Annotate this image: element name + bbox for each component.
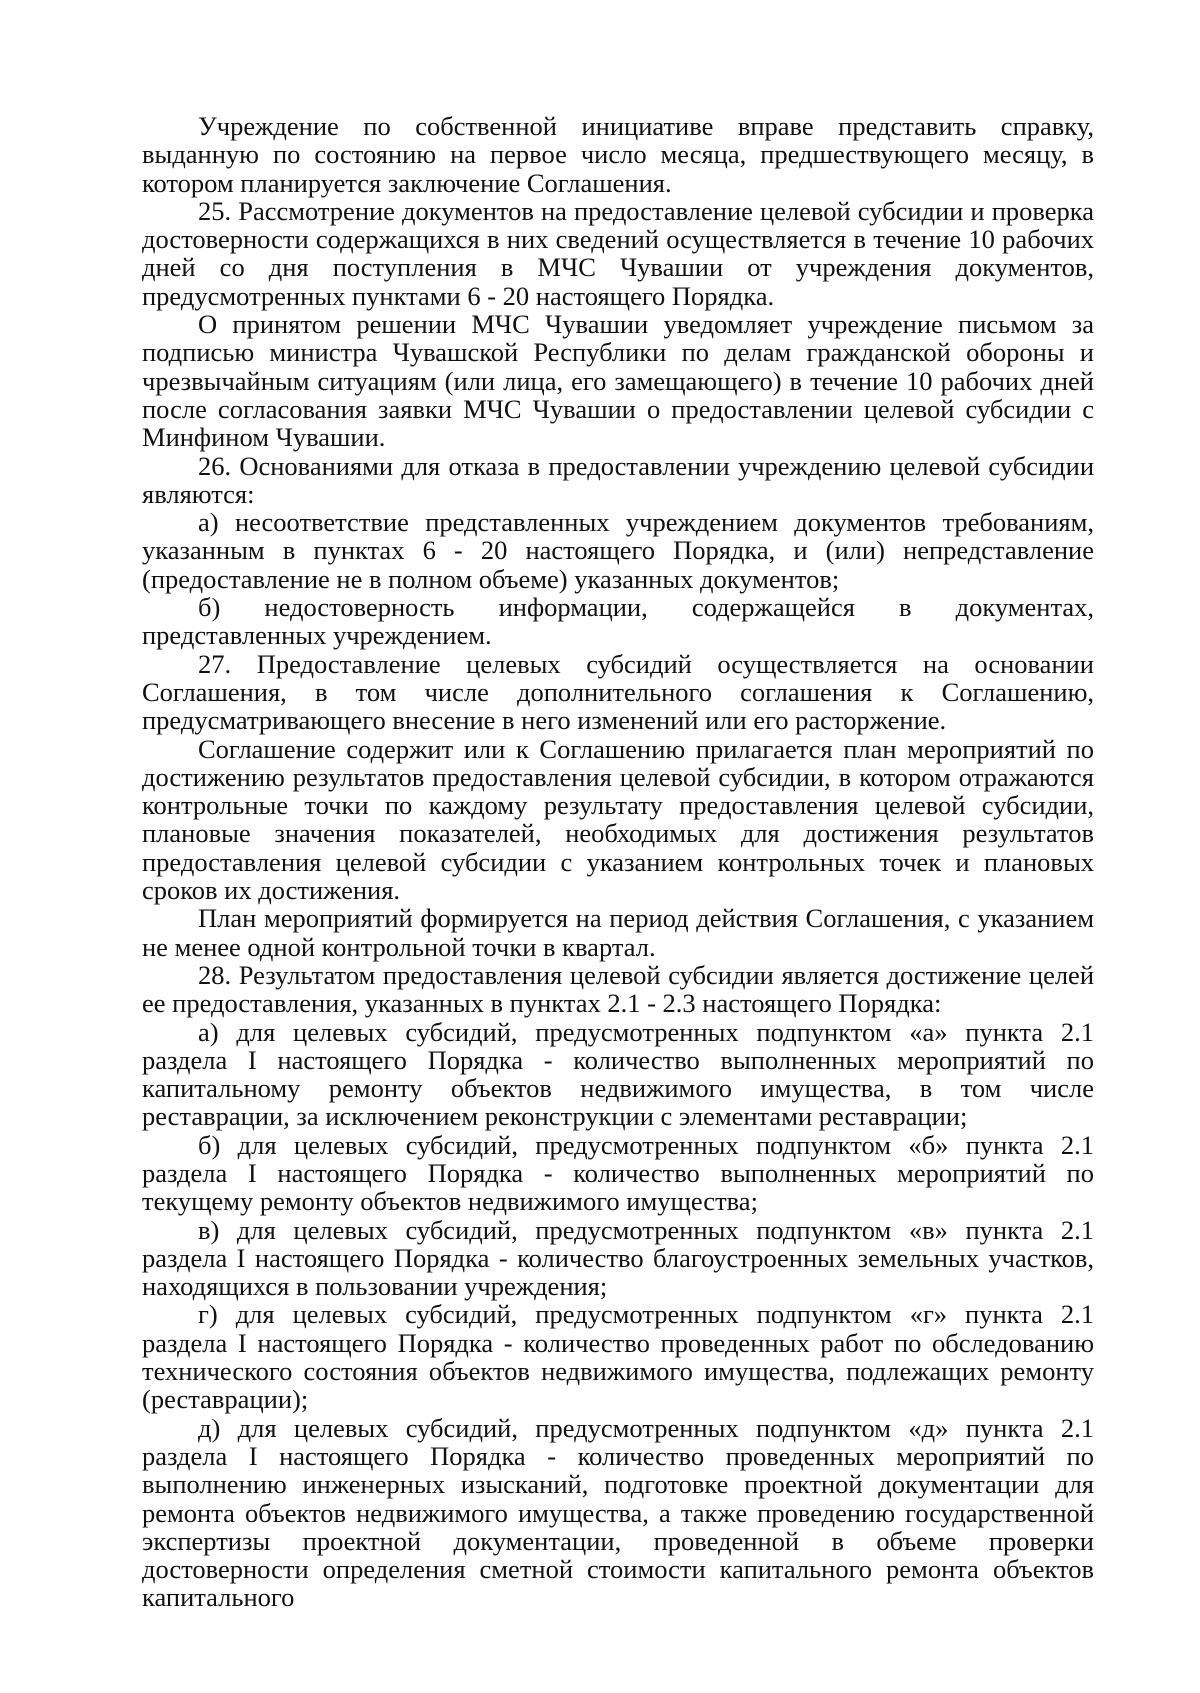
- paragraph-item-26-b: б) недостоверность информации, содержащейся в документах, представленных учреждением.: [142, 592, 1094, 651]
- paragraph-item-28-d: д) для целевых субсидий, предусмотренных подпунктом «д» пункта 2.1 раздела I настоящего Порядка - количество проведенных мероприятий по выполнению инженерных изысканий, подготовке проектной документации для ремонта объектов недвижимого имущества, а также проведению государственной экспертизы проектной документации, проведенной в объеме проверки достоверности определения сметной стоимости капитального ремонта объектов капитального: [142, 1412, 1094, 1613]
- paragraph-plan-period: План мероприятий формируется на период действия Соглашения, с указанием не менее одной контрольной точки в квартал.: [142, 903, 1094, 962]
- paragraph-item-28-a: а) для целевых субсидий, предусмотренных подпунктом «а» пункта 2.1 раздела I настоящего Порядка - количество выполненных мероприятий по капитальному ремонту объектов недвижимого имущества, в том числе реставрации, за исключением реконструкции с элементами реставрации;: [142, 1016, 1094, 1132]
- document-body: [142, 112, 1094, 1612]
- paragraph-item-28: 28. Результатом предоставления целевой субсидии является достижение целей ее предоставления, указанных в пунктах 2.1 - 2.3 настоящего Порядка:: [142, 959, 1094, 1019]
- paragraph-certificate-initiative: Учреждение по собственной инициативе вправе представить справку, выданную по состоянию на первое число месяца, предшествующего месяцу, в котором планируется заключение Соглашения.: [142, 111, 1094, 198]
- paragraph-item-26-a: а) несоответствие представленных учреждением документов требованиям, указанным в пунктах 6 - 20 настоящего Порядка, и (или) непредставление (предоставление не в полном объеме) указанных документов;: [142, 507, 1094, 594]
- paragraph-item-25: 25. Рассмотрение документов на предоставление целевой субсидии и проверка достоверности содержащихся в них сведений осуществляется в течение 10 рабочих дней со дня поступления в МЧС Чувашии от учреждения документов, предусмотренных пунктами 6 - 20 настоящего Порядка.: [142, 195, 1094, 311]
- paragraph-decision-notice: О принятом решении МЧС Чувашии уведомляет учреждение письмом за подписью министра Чувашской Республики по делам гражданской обороны и чрезвычайным ситуациям (или лица, его замещающего) в течение 10 рабочих дней после согласования заявки МЧС Чувашии о предоставлении целевой субсидии с Минфином Чувашии.: [142, 309, 1094, 453]
- paragraph-agreement-plan: Соглашение содержит или к Соглашению прилагается план мероприятий по достижению результатов предоставления целевой субсидии, в котором отражаются контрольные точки по каждому результату предоставления целевой субсидии, плановые значения показателей, необходимых для достижения результатов предоставления целевой субсидии с указанием контрольных точек и плановых сроков их достижения.: [142, 733, 1094, 906]
- paragraph-item-28-b: б) для целевых субсидий, предусмотренных подпунктом «б» пункта 2.1 раздела I настоящего Порядка - количество выполненных мероприятий по текущему ремонту объектов недвижимого имущества;: [142, 1129, 1094, 1217]
- paragraph-item-26: 26. Основаниями для отказа в предоставлении учреждению целевой субсидии являются:: [142, 450, 1094, 509]
- paragraph-item-28-g: г) для целевых субсидий, предусмотренных подпунктом «г» пункта 2.1 раздела I настоящего Порядка - количество проведенных работ по обследованию технического состояния объектов недвижимого имущества, подлежащих ремонту (реставрации);: [142, 1299, 1094, 1415]
- paragraph-item-28-v: в) для целевых субсидий, предусмотренных подпунктом «в» пункта 2.1 раздела I настоящего Порядка - количество благоустроенных земельных участков, находящихся в пользовании учреждения;: [142, 1214, 1094, 1302]
- paragraph-item-27: 27. Предоставление целевых субсидий осуществляется на основании Соглашения, в том числе дополнительного соглашения к Соглашению, предусматривающего внесение в него изменений или его расторжение.: [142, 648, 1094, 736]
